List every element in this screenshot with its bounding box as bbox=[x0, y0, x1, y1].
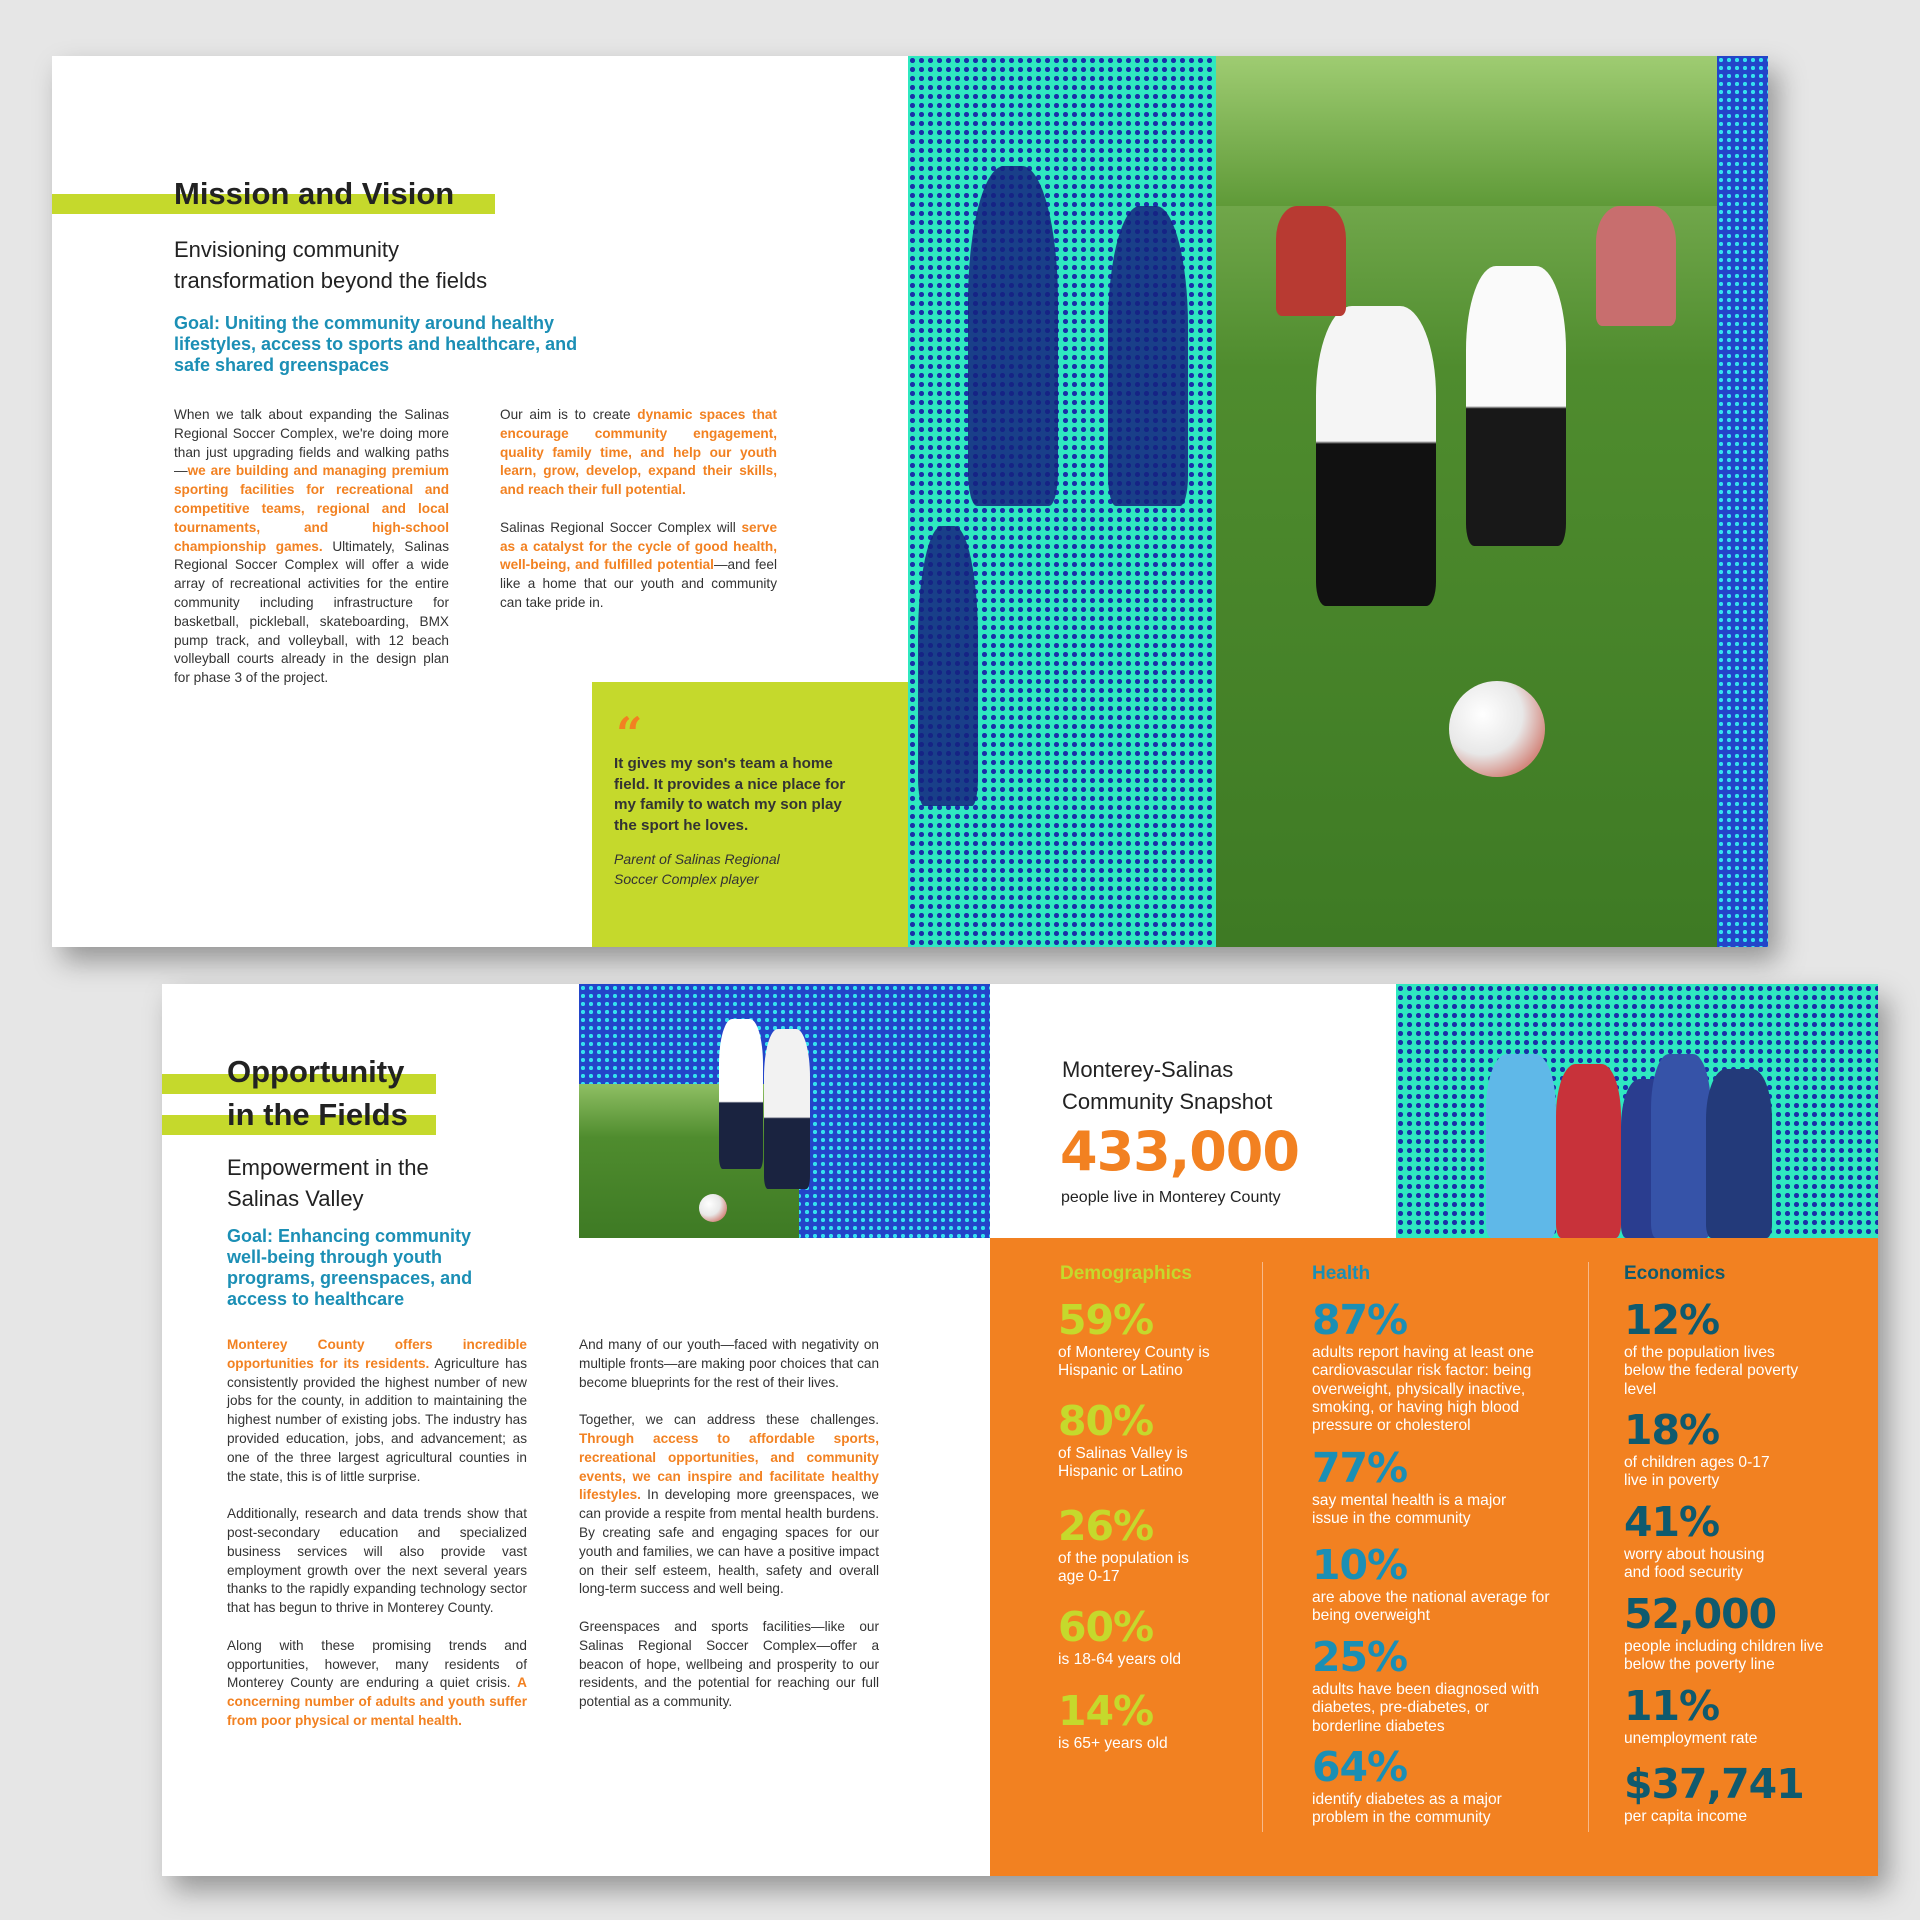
goal-statement: Goal: Enhancing community well-being through youth programs, greenspaces, and access to healthcare bbox=[227, 1226, 473, 1309]
stat-number: 60% bbox=[1058, 1603, 1154, 1651]
stat-number: 11% bbox=[1624, 1682, 1720, 1730]
kids-group-photo bbox=[1396, 984, 1878, 1238]
stat-number: 80% bbox=[1058, 1397, 1154, 1445]
spectator-figure bbox=[1596, 206, 1676, 326]
stat-number: 77% bbox=[1312, 1444, 1408, 1492]
stat-number: 41% bbox=[1624, 1498, 1720, 1546]
field-background bbox=[1216, 56, 1717, 206]
stat-label: of children ages 0-17 live in poverty bbox=[1624, 1454, 1770, 1490]
body-paragraph: When we talk about expanding the Salinas Regional Soccer Complex, we're doing more than just upgrading fields and walking paths—we are building and managing premium sporting facilities for recreational and competitive teams, regional and local tournaments, and high-school championship games. Ultimately, Salinas Regional Soccer Complex will offer a wide array of recreational activities for the entire community including infrastructure for basketball, pickleball, skateboarding, BMX pump track, and volleyball, with 12 beach volleyball courts already in the design plan for phase 3 of the project. bbox=[174, 407, 449, 686]
body-column-2 bbox=[579, 1336, 879, 1731]
player-figure bbox=[764, 1029, 810, 1189]
economics-heading: Economics bbox=[1624, 1263, 1726, 1284]
testimonial-attribution: Parent of Salinas Regional Soccer Complex player bbox=[614, 851, 780, 887]
stat-label: is 18-64 years old bbox=[1058, 1651, 1182, 1668]
player-figure bbox=[719, 1019, 763, 1169]
highlight-text: we are building and managing premium sporting facilities for recreational and competitive teams, regional and local tournaments, and high-school championship games. bbox=[174, 463, 449, 554]
stat-label: identify diabetes as a major problem in the community bbox=[1312, 1791, 1502, 1827]
quote-icon: “ bbox=[616, 707, 643, 761]
body-paragraph: Salinas Regional Soccer Complex will serve as a catalyst for the cycle of good health, well-being, and fulfilled potential—and feel like a home that our youth and community can take pride in. bbox=[500, 519, 778, 610]
stat-number: $37,741 bbox=[1624, 1760, 1804, 1808]
body-paragraph: Our aim is to create dynamic spaces that encourage community engagement, quality family time, and help our youth learn, grow, develop, expand their skills, and reach their full potential. bbox=[500, 407, 777, 498]
spectator-silhouette bbox=[968, 166, 1058, 506]
stat-number: 25% bbox=[1312, 1633, 1408, 1681]
stat-label: are above the national average for being overweight bbox=[1312, 1589, 1550, 1625]
stat-label: of Salinas Valley is Hispanic or Latino bbox=[1058, 1445, 1188, 1481]
stat-label: of the population lives below the federal poverty level bbox=[1624, 1344, 1799, 1398]
page-title: Mission and Vision bbox=[174, 176, 455, 211]
stat-number: 18% bbox=[1624, 1406, 1720, 1454]
child-figure bbox=[1556, 1064, 1621, 1238]
testimonial-quote: It gives my son's team a home field. It provides a nice place for my family to watch my son play the sport he loves. bbox=[614, 755, 846, 834]
stat-number: 64% bbox=[1312, 1743, 1408, 1791]
subtitle-line: Envisioning community bbox=[174, 237, 399, 262]
demographics-heading: Demographics bbox=[1060, 1263, 1192, 1284]
stat-number: 52,000 bbox=[1624, 1590, 1777, 1638]
stat-number: 12% bbox=[1624, 1296, 1720, 1344]
mission-vision-spread bbox=[52, 56, 1768, 947]
highlight-text: Monterey County offers incredible opportunities for its residents. bbox=[227, 1337, 527, 1371]
body-column-2 bbox=[500, 406, 777, 632]
body-paragraph: Together, we can address these challenges. Through access to affordable sports, recreational opportunities, and community events, we can inspire and facilitate healthy lifestyles. In developing more greenspaces, we can provide a respite from mental health burdens. By creating safe and engaging spaces for our youth and families, we can have a positive impact on their self esteem, health, safety and overall long-term success and well being. bbox=[579, 1412, 879, 1597]
child-figure bbox=[1706, 1069, 1772, 1238]
highlight-text: Through access to affordable sports, recreational opportunities, and community events, we can inspire and facilitate healthy lifestyles. bbox=[579, 1430, 879, 1503]
soccer-ball bbox=[1449, 681, 1545, 777]
page-title: Opportunity in the Fields bbox=[227, 1054, 408, 1132]
population-label: people live in Monterey County bbox=[1061, 1189, 1281, 1206]
stat-number: 59% bbox=[1058, 1296, 1154, 1344]
stat-number: 87% bbox=[1312, 1296, 1408, 1344]
stat-label: of Monterey County is Hispanic or Latino bbox=[1058, 1344, 1210, 1380]
child-figure bbox=[1651, 1054, 1711, 1238]
stat-label: of the population is age 0-17 bbox=[1058, 1550, 1189, 1586]
stat-number: 14% bbox=[1058, 1687, 1154, 1735]
halftone-spectators-photo bbox=[908, 56, 1216, 947]
snapshot-title: Monterey-Salinas Community Snapshot bbox=[1062, 1057, 1273, 1114]
youth-soccer-photo bbox=[1216, 56, 1717, 947]
body-column-1 bbox=[174, 406, 449, 707]
column-divider bbox=[1588, 1262, 1589, 1832]
soccer-ball bbox=[699, 1194, 727, 1222]
stat-label: is 65+ years old bbox=[1058, 1735, 1168, 1752]
halftone-strip bbox=[1717, 56, 1768, 947]
stat-number: 10% bbox=[1312, 1541, 1408, 1589]
body-paragraph: Monterey County offers incredible opportunities for its residents. Agriculture has consistently provided the highest number of new jobs for the county, in addition to maintaining the highest number of existing jobs. The industry has provided education, jobs, and advancement; as one of the three largest agricultural counties in the state, this is of little surprise. bbox=[227, 1337, 527, 1484]
subtitle-line: transformation beyond the fields bbox=[174, 268, 488, 293]
testimonial-box bbox=[592, 682, 960, 947]
highlight-text: serve as a catalyst for the cycle of good health, well-being, and fulfilled potential bbox=[500, 519, 777, 573]
stat-label: unemployment rate bbox=[1624, 1730, 1758, 1747]
community-stats-panel bbox=[990, 1238, 1878, 1876]
child-figure bbox=[1486, 1054, 1556, 1238]
body-paragraph: Greenspaces and sports facilities—like our Salinas Regional Soccer Complex—offer a beacon of hope, wellbeing and prosperity to our residents, and the potential for reaching our full potential as a community. bbox=[579, 1618, 879, 1710]
stat-number: 26% bbox=[1058, 1502, 1154, 1550]
page-subtitle bbox=[174, 234, 594, 296]
column-divider bbox=[1262, 1262, 1263, 1832]
body-column-1 bbox=[227, 1336, 527, 1750]
stat-label: adults report having at least one cardiovascular risk factor: being overweight, physically inactive, smoking, or having high blood pressure or cholesterol bbox=[1312, 1344, 1534, 1435]
stat-label: people including children live below the poverty line bbox=[1624, 1638, 1824, 1674]
stat-label: per capita income bbox=[1624, 1808, 1748, 1825]
stat-label: say mental health is a major issue in the community bbox=[1312, 1492, 1507, 1528]
opportunity-spread bbox=[162, 984, 1878, 1876]
stat-label: adults have been diagnosed with diabetes, pre-diabetes, or borderline diabetes bbox=[1312, 1681, 1540, 1735]
womens-soccer-photo bbox=[579, 984, 990, 1238]
spectator-silhouette bbox=[918, 526, 978, 806]
highlight-text: dynamic spaces that encourage community engagement, quality family time, and help our youth learn, grow, develop, expand their skills, and reach their full potential. bbox=[500, 407, 777, 498]
goal-statement: Goal: Uniting the community around healthy lifestyles, access to sports and healthcare, and safe shared greenspaces bbox=[174, 313, 578, 375]
spectator-silhouette bbox=[1108, 206, 1188, 506]
stat-label: worry about housing and food security bbox=[1624, 1546, 1765, 1582]
health-heading: Health bbox=[1312, 1263, 1371, 1284]
player-figure bbox=[1466, 266, 1566, 546]
player-figure bbox=[1316, 306, 1436, 606]
population-number: 433,000 bbox=[1060, 1120, 1299, 1183]
body-paragraph: Along with these promising trends and opportunities, however, many residents of Monterey County are enduring a quiet crisis. A concerning number of adults and youth suffer from poor physical or mental health. bbox=[227, 1637, 527, 1728]
body-paragraph: Additionally, research and data trends show that post-secondary education and specialized business services will also provide vast employment growth over the next several years thanks to the rapidly expanding technology sector that has begun to thrive in Monterey County. bbox=[227, 1506, 527, 1616]
spectator-figure bbox=[1276, 206, 1346, 316]
body-paragraph: And many of our youth—faced with negativity on multiple fronts—are making poor choices that can become blueprints for the rest of their lives. bbox=[579, 1337, 879, 1390]
page-subtitle: Empowerment in the Salinas Valley bbox=[227, 1155, 429, 1211]
highlight-text: A concerning number of adults and youth suffer from poor physical or mental health. bbox=[227, 1675, 527, 1728]
